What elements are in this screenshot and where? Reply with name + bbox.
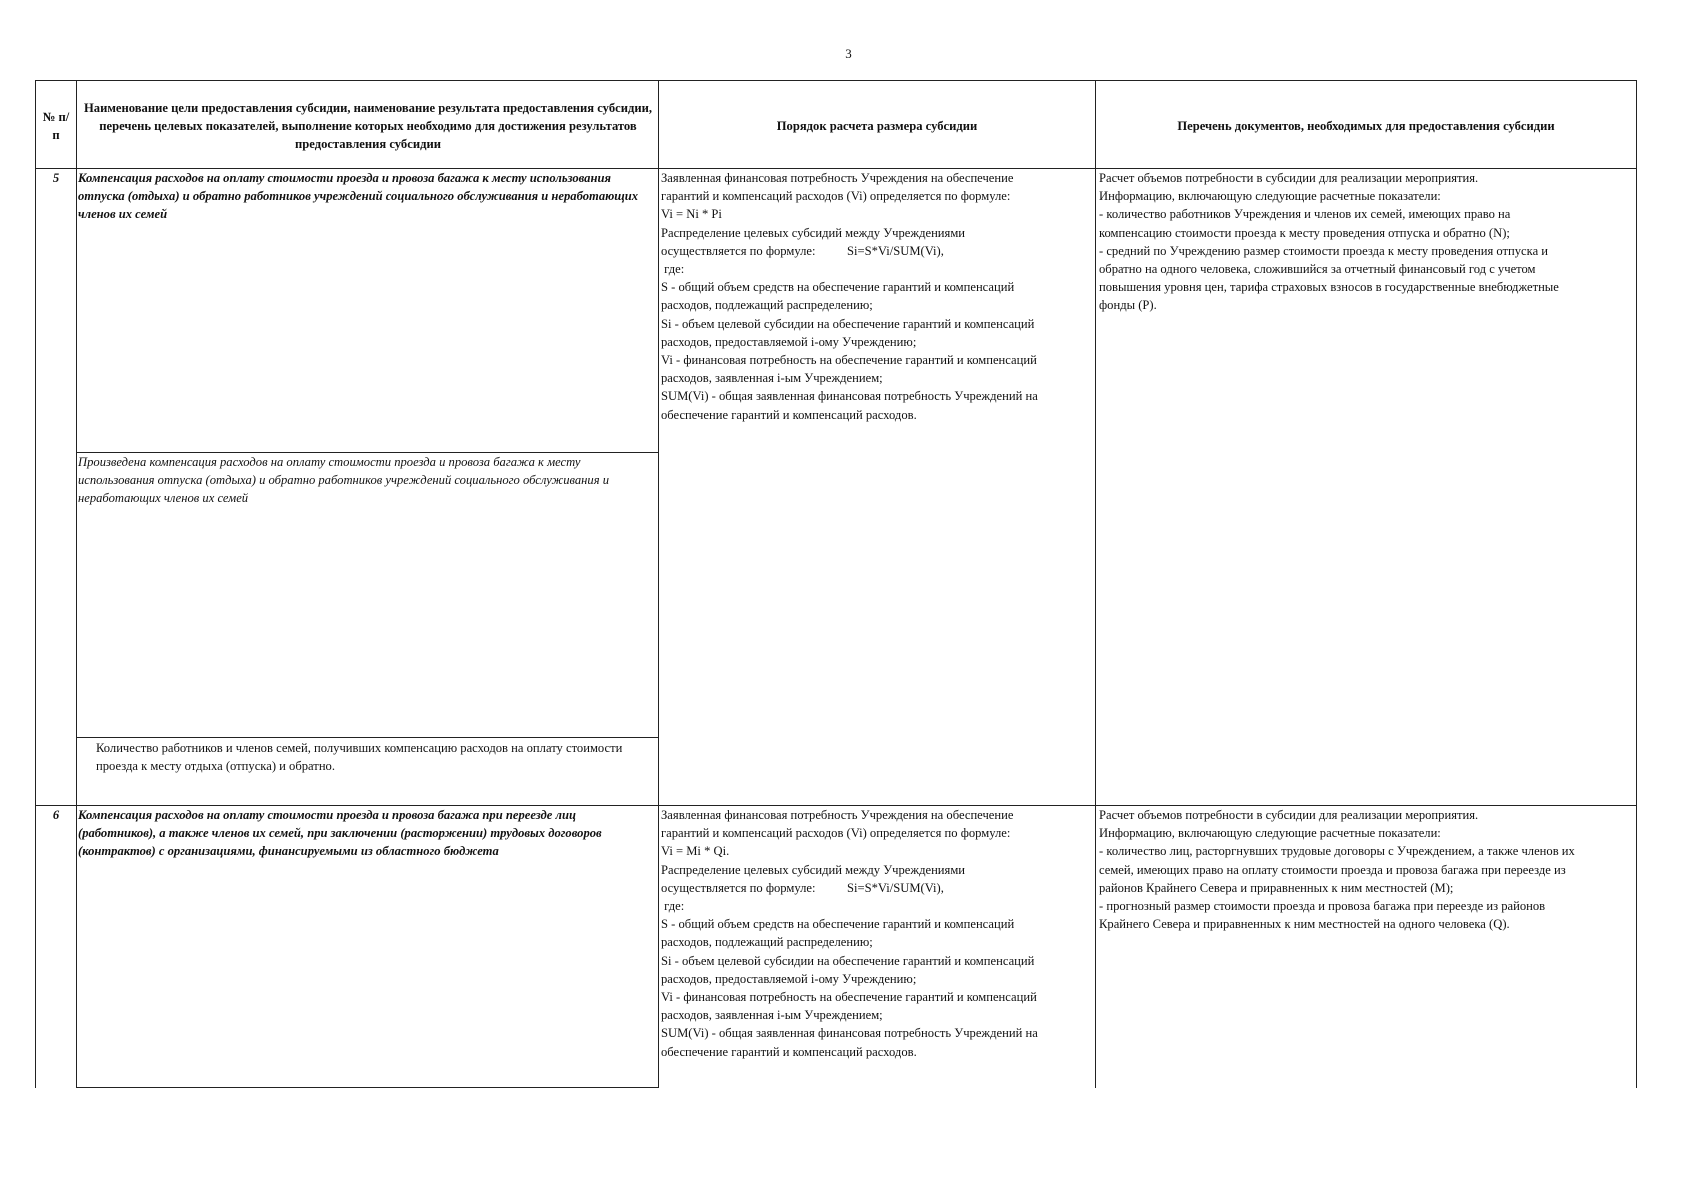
document-line: Информацию, включающую следующие расчетные показатели: [1099, 189, 1441, 204]
document-line: Информацию, включающую следующие расчетные показатели: [1099, 826, 1441, 841]
row-number: 5 [52, 171, 60, 185]
document-line: - прогнозный размер стоимости проезда и провоза багажа при переезде из районов [1099, 899, 1546, 914]
calc-line: где: [661, 899, 685, 914]
subsidy-result: Произведена компенсация расходов на оплату стоимости проезда и провоза багажа к месту использования отпуска (отдыха) и обратно работников учреждений социального обслуживания и неработающих членов их семей [78, 455, 610, 506]
calc-line: обеспечение гарантий и компенсаций расходов. [661, 407, 917, 422]
calc-line: гарантий и компенсаций расходов (Vi) определяется по формуле: [661, 826, 1011, 841]
calc-line: Vi - финансовая потребность на обеспечение гарантий и компенсаций [661, 990, 1037, 1005]
calc-line: Заявленная финансовая потребность Учреждения на обеспечение [661, 171, 1014, 185]
table-right-border [1636, 80, 1637, 1088]
document-line: Расчет объемов потребности в субсидии для реализации мероприятия. [1099, 808, 1479, 822]
required-documents [1099, 169, 1635, 315]
col-goal-border [658, 80, 659, 1088]
calc-line: где: [661, 262, 685, 277]
page-number: 3 [845, 46, 852, 61]
calc-line: расходов, подлежащий распределению; [661, 935, 873, 950]
header-calc: Порядок расчета размера субсидии [776, 119, 978, 133]
row6-goal-bottom [76, 1087, 658, 1088]
calc-line: расходов, подлежащий распределению; [661, 298, 873, 313]
calc-line: осуществляется по формуле: Si=S*Vi/SUM(Vi), [661, 243, 944, 258]
required-documents [1099, 806, 1635, 933]
calc-line: обеспечение гарантий и компенсаций расходов. [661, 1044, 917, 1059]
document-line: Крайнего Севера и приравненных к ним местностей на одного человека (Q). [1099, 917, 1510, 932]
calc-line: S - общий объем средств на обеспечение гарантий и компенсаций [661, 280, 1015, 295]
document-line: - количество работников Учреждения и членов их семей, имеющих право на [1099, 207, 1511, 222]
calc-procedure [661, 169, 1095, 424]
calc-line: Si - объем целевой субсидии на обеспечение гарантий и компенсаций [661, 316, 1035, 331]
document-line: повышения уровня цен, тарифа страховых взносов в государственные внебюджетные [1099, 280, 1559, 295]
calc-line: осуществляется по формуле: Si=S*Vi/SUM(Vi), [661, 880, 944, 895]
calc-line: Vi - финансовая потребность на обеспечение гарантий и компенсаций [661, 353, 1037, 368]
subsidy-goal: Компенсация расходов на оплату стоимости проезда и провоза багажа к месту использования отпуска (отдыха) и обратно работников учреждений социального обслуживания и неработающих членов их семей [78, 171, 639, 222]
calc-line: Vi = Ni * Pi [661, 207, 722, 222]
header-goal: Наименование цели предоставления субсидии, наименование результата предоставления субсидии, перечень целевых показателей, выполнение которых необходимо для достижения результатов предоставления субсидии [84, 101, 652, 151]
col-num-border [76, 80, 77, 1088]
document-line: фонды (P). [1099, 298, 1157, 313]
subsidy-goal: Компенсация расходов на оплату стоимости проезда и провоза багажа при переезде лиц (работников), а также членов их семей, при заключении (расторжении) трудовых договоров (контрактов) с организациями, финансируемыми из областного бюджета [78, 808, 602, 859]
calc-line: Распределение целевых субсидий между Учреждениями [661, 225, 966, 240]
col-calc-border [1095, 80, 1096, 1088]
document-line: Расчет объемов потребности в субсидии для реализации мероприятия. [1099, 171, 1479, 185]
calc-line: SUM(Vi) - общая заявленная финансовая потребность Учреждений на [661, 1026, 1038, 1041]
calc-line: S - общий объем средств на обеспечение гарантий и компенсаций [661, 917, 1015, 932]
table-top-border [35, 80, 1636, 81]
calc-line: расходов, заявленная i-ым Учреждением; [661, 371, 883, 386]
document-line: семей, имеющих право на оплату стоимости проезда и провоза багажа при переезде из [1099, 862, 1566, 877]
calc-line: расходов, предоставляемой i-ому Учреждению; [661, 334, 917, 349]
document-line: - количество лиц, расторгнувших трудовые договоры с Учреждением, а также членов их [1099, 844, 1575, 859]
calc-procedure [661, 806, 1095, 1061]
calc-line: Si - объем целевой субсидии на обеспечение гарантий и компенсаций [661, 953, 1035, 968]
header-docs: Перечень документов, необходимых для предоставления субсидии [1177, 119, 1555, 133]
calc-line: SUM(Vi) - общая заявленная финансовая потребность Учреждений на [661, 389, 1038, 404]
calc-line: гарантий и компенсаций расходов (Vi) определяется по формуле: [661, 189, 1011, 204]
calc-line: расходов, предоставляемой i-ому Учреждению; [661, 971, 917, 986]
document-line: - средний по Учреждению размер стоимости проезда к месту проведения отпуска и [1099, 243, 1549, 258]
calc-line: расходов, заявленная i-ым Учреждением; [661, 1008, 883, 1023]
calc-line: Распределение целевых субсидий между Учреждениями [661, 862, 966, 877]
calc-line: Vi = Mi * Qi. [661, 844, 730, 859]
table-left-border [35, 80, 36, 1088]
document-line: компенсацию стоимости проезда к месту проведения отпуска и обратно (N); [1099, 225, 1510, 240]
target-indicator: Количество работников и членов семей, получивших компенсацию расходов на оплату стоимости проезда к месту отдыха (отпуска) и обратно. [96, 741, 623, 774]
document-line: районов Крайнего Севера и приравненных к ним местностей (M); [1099, 880, 1454, 895]
indicator-divider [76, 737, 658, 738]
row-number: 6 [52, 808, 60, 822]
document-line: обратно на одного человека, сложившийся за отчетный финансовый год с учетом [1099, 262, 1536, 277]
header-num: № п/п [42, 110, 70, 142]
calc-line: Заявленная финансовая потребность Учреждения на обеспечение [661, 808, 1014, 822]
